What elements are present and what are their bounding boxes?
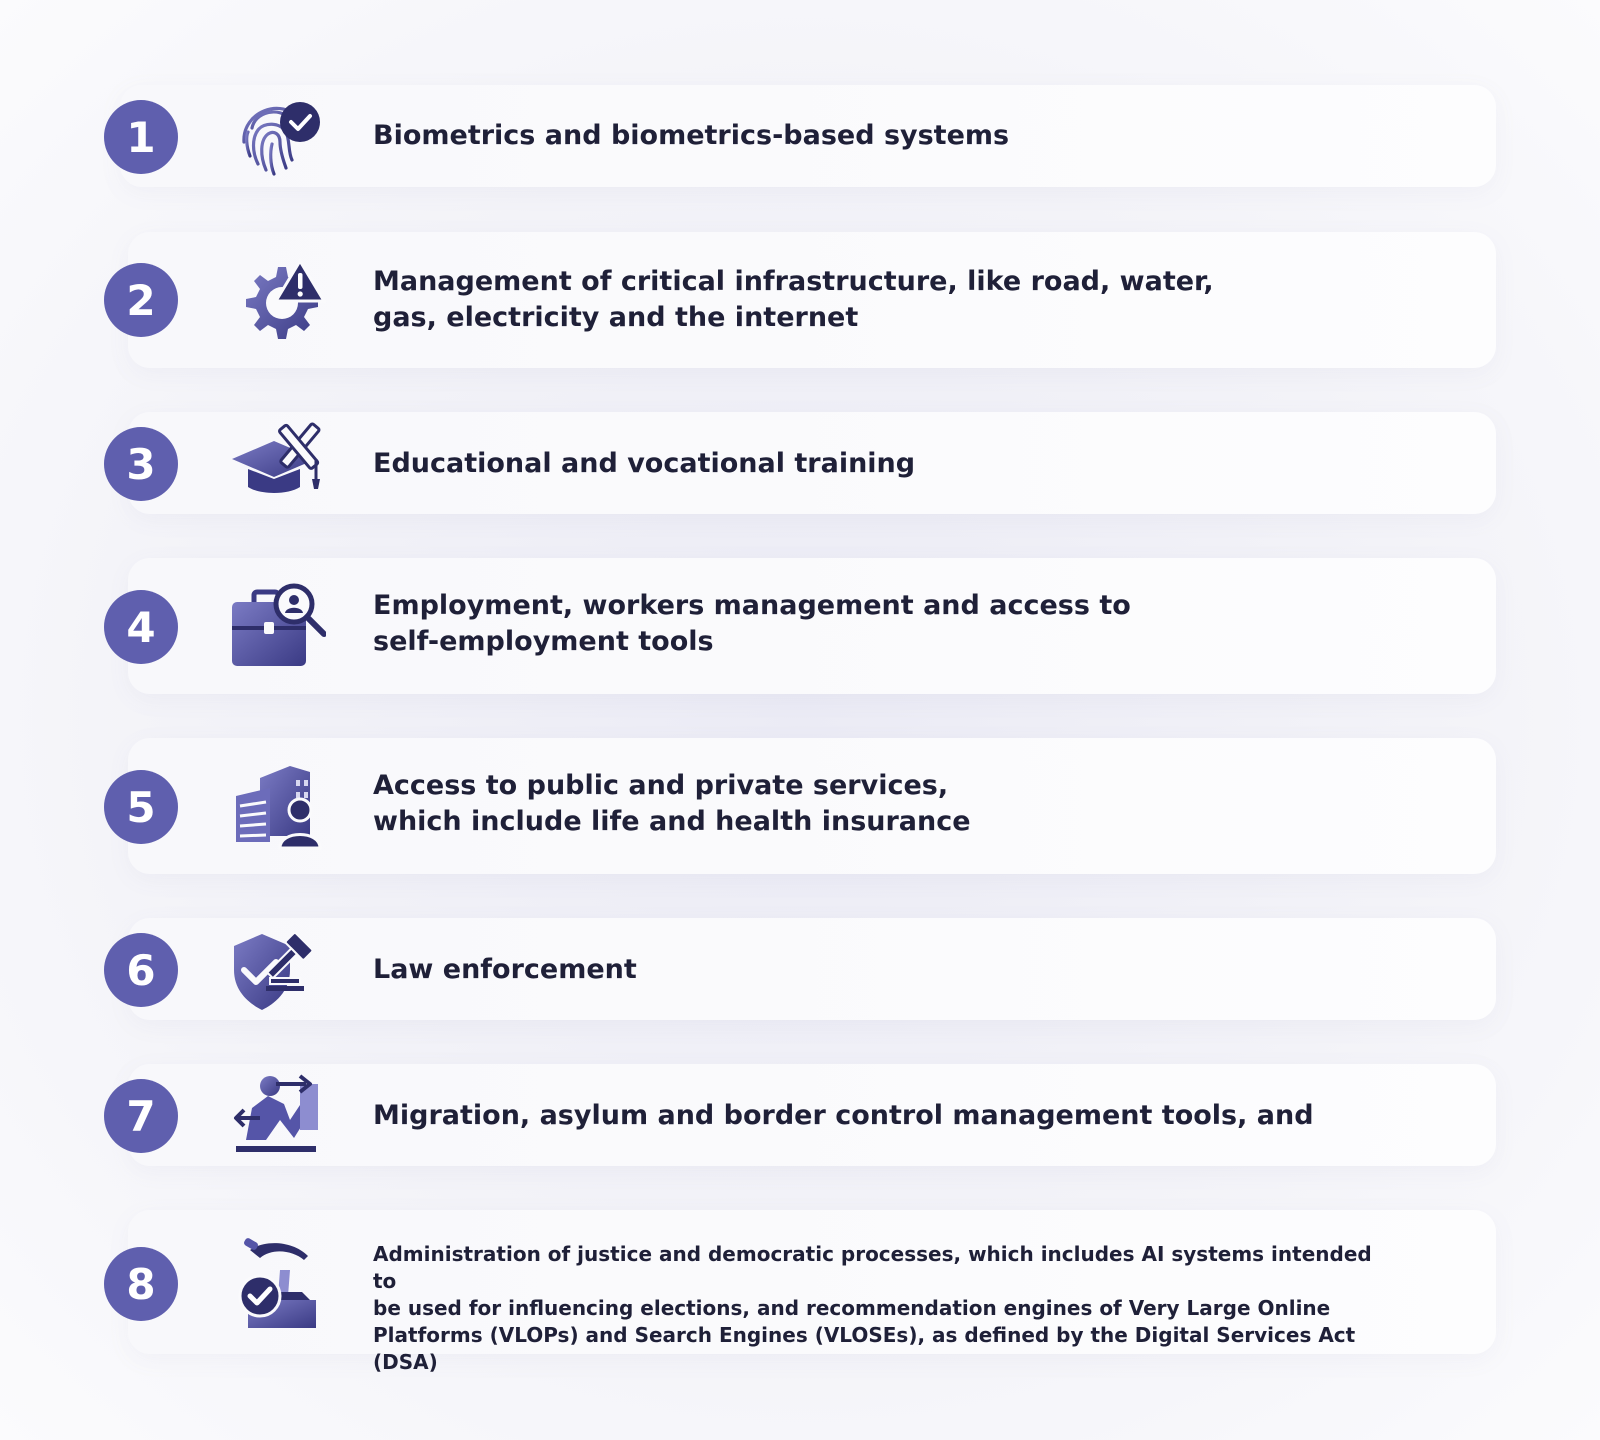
hand-ballot-check-icon	[230, 1236, 326, 1332]
number-badge-5: 5	[104, 770, 178, 844]
item-text-2: Management of critical infrastructure, like road, water, gas, electricity and the internet	[373, 266, 1214, 333]
item-text-1: Biometrics and biometrics-based systems	[373, 120, 1010, 151]
item-text-3: Educational and vocational training	[373, 448, 916, 479]
item-text-6: Law enforcement	[373, 954, 637, 985]
number-badge-1: 1	[104, 100, 178, 174]
graduation-cap-tools-icon	[230, 415, 326, 511]
number-badge-2: 2	[104, 263, 178, 337]
item-text-7: Migration, asylum and border control management tools, and	[373, 1100, 1314, 1131]
building-person-icon	[230, 762, 326, 858]
gear-warning-icon	[230, 255, 326, 351]
person-crossing-border-icon	[230, 1068, 326, 1164]
item-text-8: Administration of justice and democratic processes, which includes AI systems intended to be used for influencing elections, and recommendation engines of Very Large Online Platforms (VLOPs) and Search Engines (VLOSEs), as defined by the Digital Services Act (DSA)	[373, 1242, 1372, 1374]
fingerprint-check-icon	[230, 90, 326, 186]
number-badge-3: 3	[104, 427, 178, 501]
number-badge-4: 4	[104, 590, 178, 664]
number-badge-6: 6	[104, 933, 178, 1007]
item-text-5: Access to public and private services, which include life and health insurance	[373, 770, 971, 837]
number-badge-7: 7	[104, 1079, 178, 1153]
shield-gavel-icon	[230, 922, 326, 1018]
number-badge-8: 8	[104, 1247, 178, 1321]
briefcase-search-icon	[230, 580, 326, 676]
item-text-4: Employment, workers management and access to self-employment tools	[373, 590, 1131, 657]
